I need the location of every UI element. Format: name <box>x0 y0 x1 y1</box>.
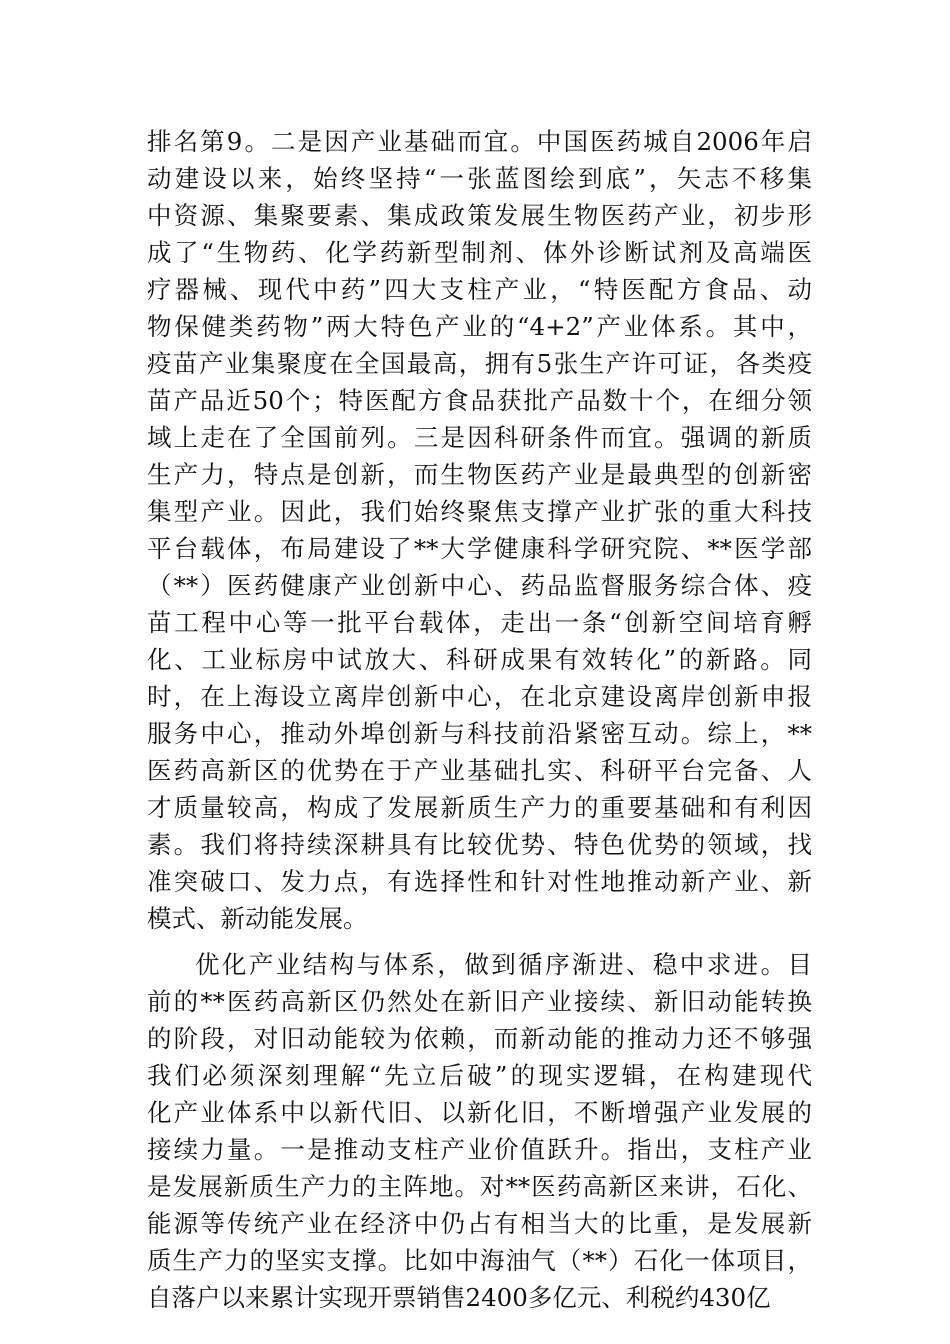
text-line: 自落户以来累计实现开票销售2400多亿元、利税约430亿 <box>147 1283 771 1312</box>
text-line: 成了“生物药、化学药新型制剂、体外诊断试剂及高端医 <box>147 238 812 267</box>
text-line: 集型产业。因此，我们始终聚焦支撑产业扩张的重大科技 <box>147 497 812 526</box>
text-line: 物保健类药物”两大特色产业的“4+2”产业体系。其中， <box>147 312 812 341</box>
text-line: 素。我们将持续深耕具有比较优势、特色优势的领域，找 <box>147 830 812 859</box>
text-line: 的阶段，对旧动能较为依赖，而新动能的推动力还不够强 <box>147 1024 812 1053</box>
text-line: 平台载体，布局建设了**大学健康科学研究院、**医学部 <box>147 534 812 563</box>
text-line: 是发展新质生产力的主阵地。对**医药高新区来讲，石化、 <box>147 1172 812 1201</box>
text-line: 时，在上海设立离岸创新中心，在北京建设离岸创新申报 <box>147 682 812 711</box>
text-line: 动建设以来，始终坚持“一张蓝图绘到底”，矢志不移集 <box>147 164 812 193</box>
text-line: 化、工业标房中试放大、科研成果有效转化”的新路。同 <box>147 645 812 674</box>
text-line: （**）医药健康产业创新中心、药品监督服务综合体、疫 <box>147 571 812 600</box>
text-line: 模式、新动能发展。 <box>147 904 368 933</box>
text-line: 质生产力的坚实支撑。比如中海油气（**）石化一体项目， <box>147 1246 812 1275</box>
paragraph-first-line: 优化产业结构与体系，做到循序渐进、稳中求进。目 <box>195 950 812 979</box>
text-line: 苗产品近50个；特医配方食品获批产品数十个，在细分领 <box>147 386 812 415</box>
text-line: 疫苗产业集聚度在全国最高，拥有5张生产许可证，各类疫 <box>147 349 812 378</box>
text-line: 苗工程中心等一批平台载体，走出一条“创新空间培育孵 <box>147 608 812 637</box>
text-line: 排名第9。二是因产业基础而宜。中国医药城自2006年启 <box>147 127 812 156</box>
text-line: 前的**医药高新区仍然处在新旧产业接续、新旧动能转换 <box>147 987 812 1016</box>
text-line: 生产力，特点是创新，而生物医药产业是最典型的创新密 <box>147 460 812 489</box>
text-line: 才质量较高，构成了发展新质生产力的重要基础和有利因 <box>147 793 812 822</box>
text-line: 接续力量。一是推动支柱产业价值跃升。指出，支柱产业 <box>147 1135 812 1164</box>
text-line: 中资源、集聚要素、集成政策发展生物医药产业，初步形 <box>147 201 812 230</box>
text-line: 能源等传统产业在经济中仍占有相当大的比重，是发展新 <box>147 1209 812 1238</box>
text-line: 服务中心，推动外埠创新与科技前沿紧密互动。综上，** <box>147 719 812 748</box>
text-line: 化产业体系中以新代旧、以新化旧，不断增强产业发展的 <box>147 1098 812 1127</box>
text-line: 准突破口、发力点，有选择性和针对性地推动新产业、新 <box>147 867 812 896</box>
text-line: 我们必须深刻理解“先立后破”的现实逻辑，在构建现代 <box>147 1061 812 1090</box>
text-line: 疗器械、现代中药”四大支柱产业，“特医配方食品、动 <box>147 275 812 304</box>
text-line: 域上走在了全国前列。三是因科研条件而宜。强调的新质 <box>147 423 812 452</box>
text-line: 医药高新区的优势在于产业基础扎实、科研平台完备、人 <box>147 756 812 785</box>
